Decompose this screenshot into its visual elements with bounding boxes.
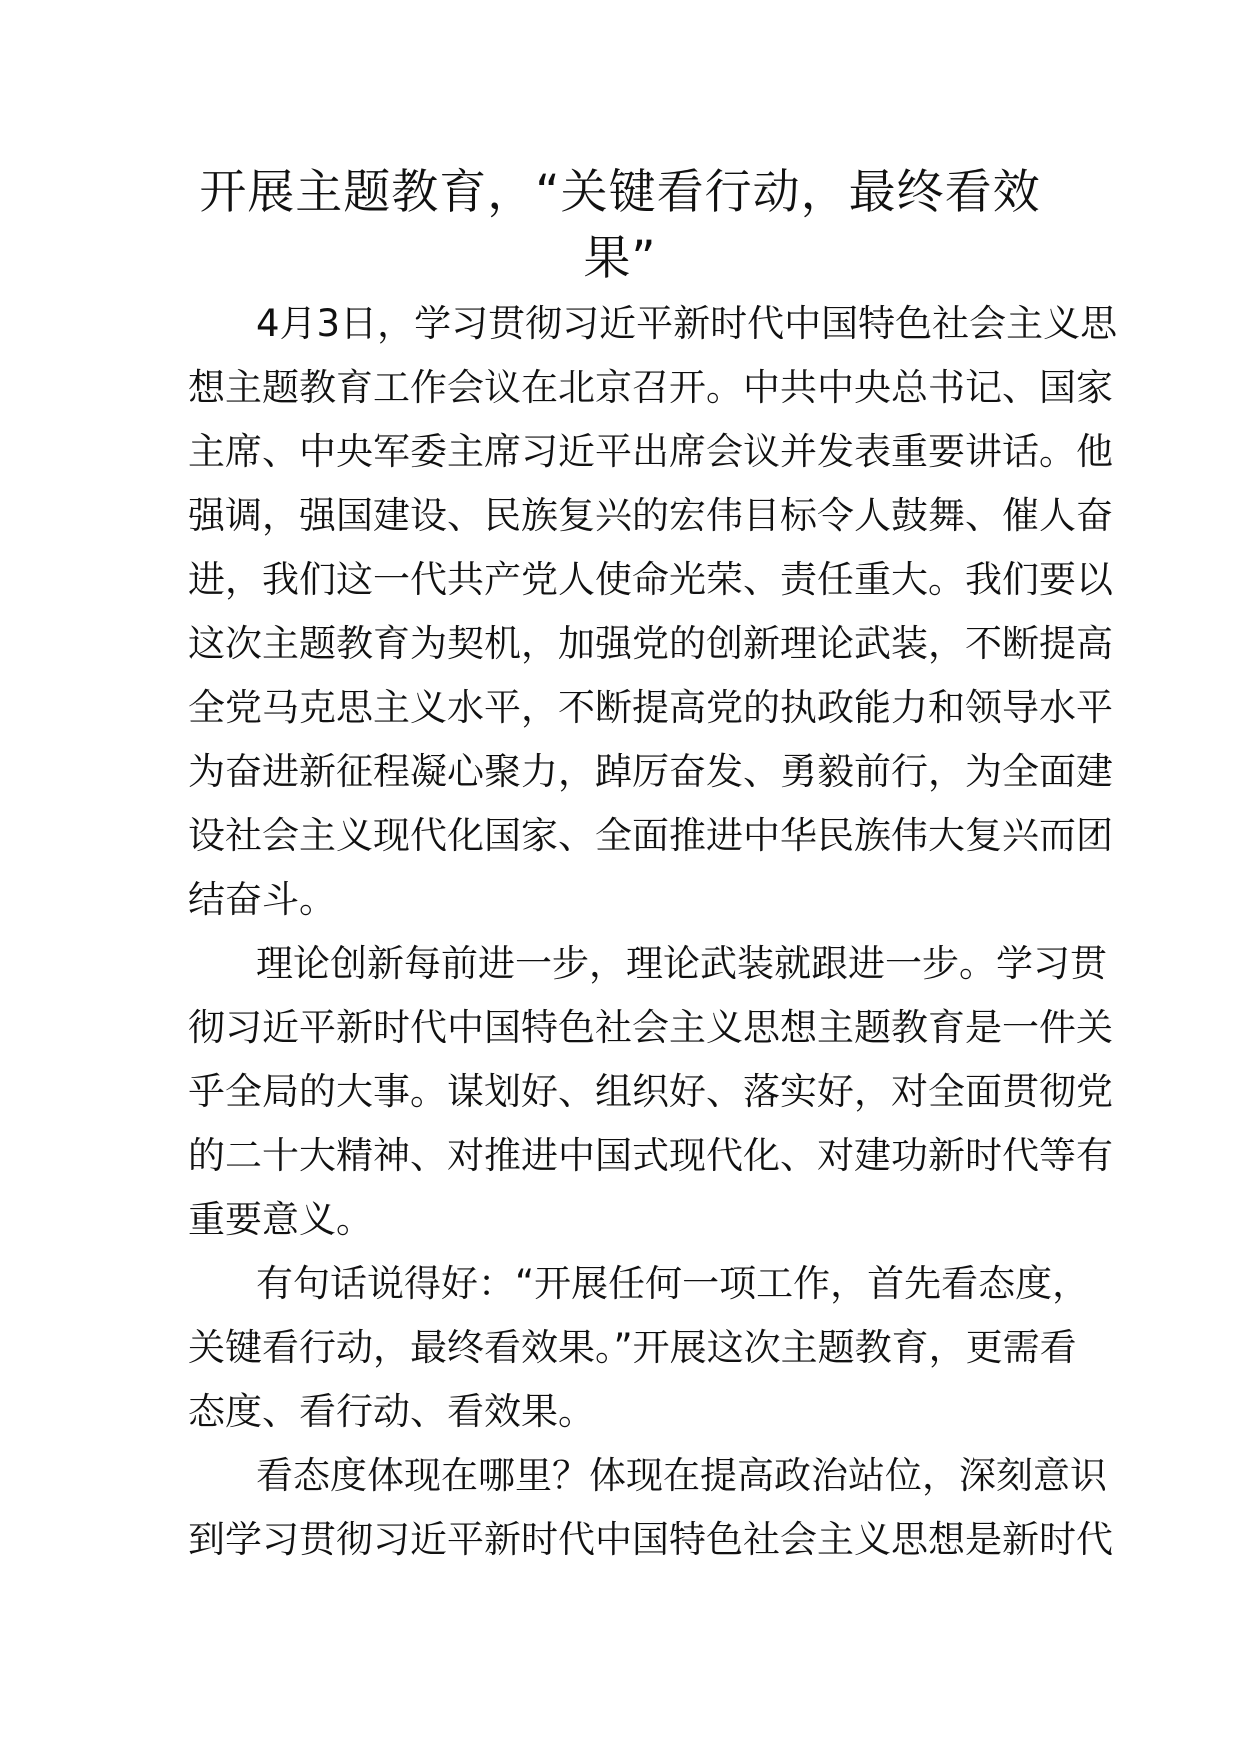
title-line-2: 果” (583, 231, 657, 286)
text-line: 强调，强国建设、民族复兴的宏伟目标令人鼓舞、催人奋 (188, 494, 1113, 537)
text-line: 理论创新每前进一步，理论武装就跟进一步。学习贯 (256, 942, 1107, 985)
text-line: 进，我们这一代共产党人使命光荣、责任重大。我们要以 (188, 558, 1113, 601)
text-line: 关键看行动，最终看效果。”开展这次主题教育，更需看 (188, 1326, 1077, 1369)
text-line: 想主题教育工作会议在北京召开。中共中央总书记、国家 (188, 366, 1113, 409)
text-line: 结奋斗。 (188, 878, 336, 921)
text-line: 4月3日，学习贯彻习近平新时代中国特色社会主义思 (256, 302, 1118, 345)
document-title (190, 160, 1050, 292)
text-line: 有句话说得好：“开展任何一项工作，首先看态度， (256, 1262, 1090, 1305)
text-line: 全党马克思主义水平，不断提高党的执政能力和领导水平 (188, 686, 1113, 729)
text-line: 彻习近平新时代中国特色社会主义思想主题教育是一件关 (188, 1006, 1113, 1049)
document-body (188, 292, 1118, 1572)
text-line: 设社会主义现代化国家、全面推进中华民族伟大复兴而团 (188, 814, 1113, 857)
text-line: 的二十大精神、对推进中国式现代化、对建功新时代等有 (188, 1134, 1113, 1177)
text-line: 重要意义。 (188, 1198, 373, 1241)
text-line: 主席、中央军委主席习近平出席会议并发表重要讲话。他 (188, 430, 1113, 473)
text-line: 到学习贯彻习近平新时代中国特色社会主义思想是新时代 (188, 1518, 1113, 1561)
text-line: 看态度体现在哪里？体现在提高政治站位，深刻意识 (256, 1454, 1107, 1497)
title-line-1: 开展主题教育，“关键看行动，最终看效 (199, 165, 1041, 220)
text-line: 为奋进新征程凝心聚力，踔厉奋发、勇毅前行，为全面建 (188, 750, 1113, 793)
text-line: 这次主题教育为契机，加强党的创新理论武装，不断提高 (188, 622, 1113, 665)
text-line: 态度、看行动、看效果。 (188, 1390, 595, 1433)
text-line: 乎全局的大事。谋划好、组织好、落实好，对全面贯彻党 (188, 1070, 1113, 1113)
